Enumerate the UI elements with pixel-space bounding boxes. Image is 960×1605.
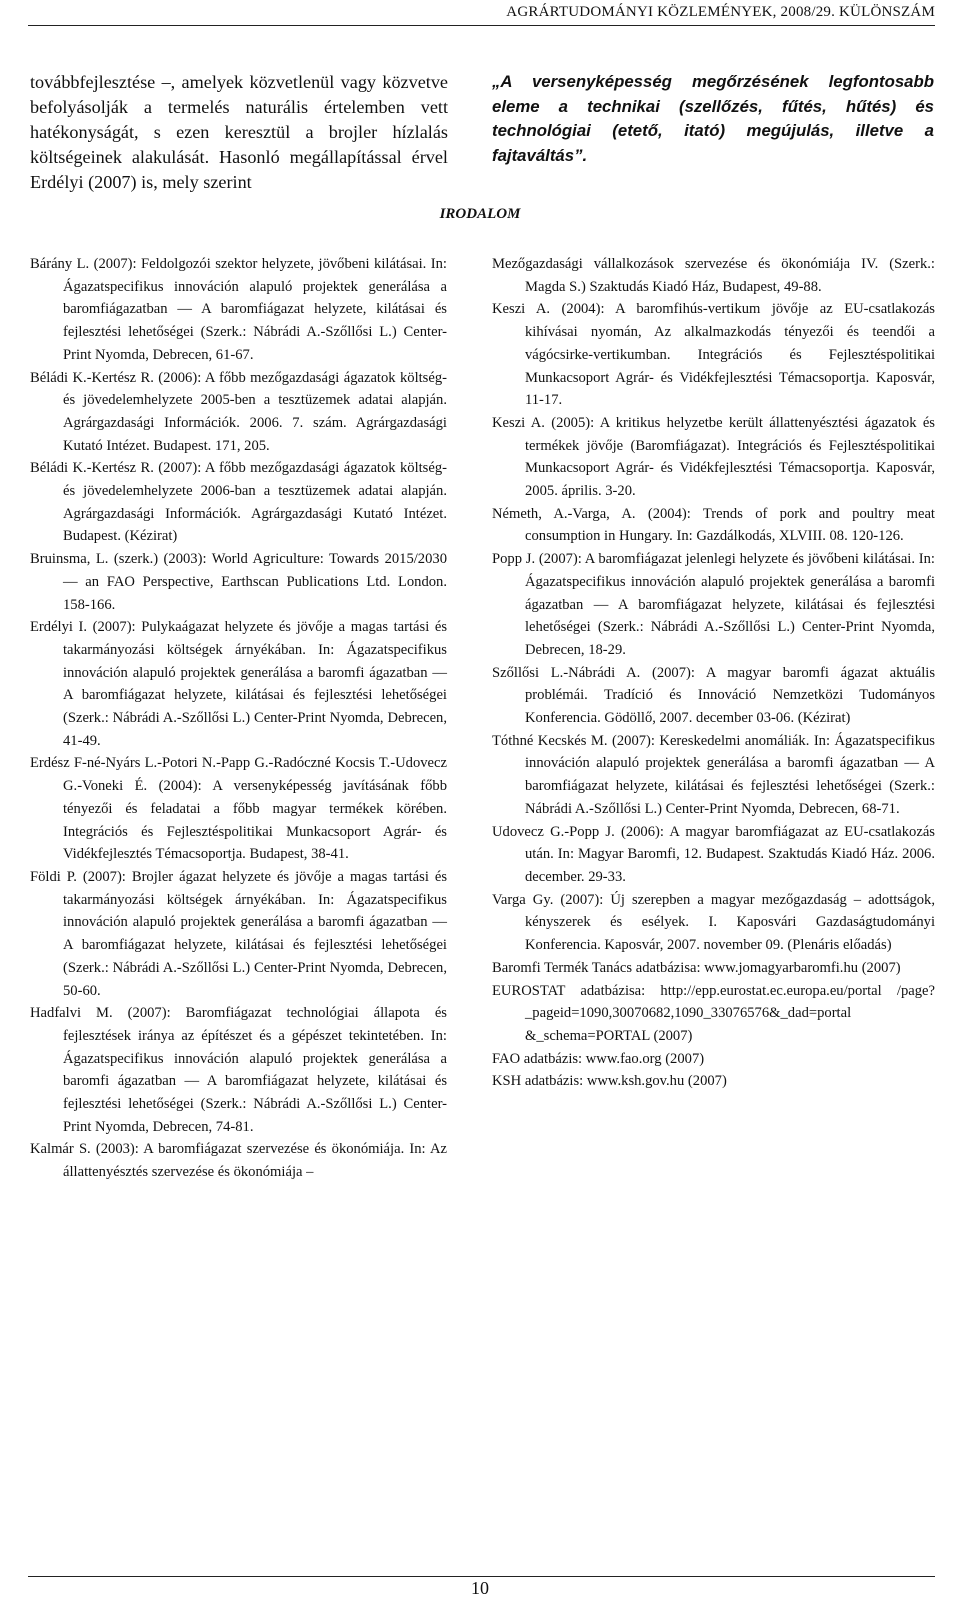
intro-paragraph: továbbfejlesztése –, amelyek közvetlenül vagy közvetve befolyásolják a termelés naturális értelemben vett hatékonyságát, s ezen keresztül a brojler hízlalás költségeinek alakulását. Hasonló megállapítással érvel Erdélyi (2007) is, mely szerint bbox=[30, 72, 448, 192]
journal-header: AGRÁRTUDOMÁNYI KÖZLEMÉNYEK, 2008/29. KÜLÖNSZÁM bbox=[506, 4, 935, 20]
reference-entry: Baromfi Termék Tanács adatbázisa: www.jomagyarbaromfi.hu (2007) bbox=[492, 959, 901, 976]
reference-entry: Hadfalvi M. (2007): Baromfiágazat technológiai állapota és fejlesztések iránya az építészet és a gépészet tekintetében. In: Ágazatspecifikus innováción alapuló projektek generálása a baromfi ágazatban ― A baromfiágazat helyzete, kilátásai és fejlesztési lehetőségei (Szerk.: Nábrádi A.-Szőllősi L.) Center-Print Nyomda, Debrecen, 74-81. bbox=[30, 1005, 447, 1135]
reference-entry: KSH adatbázis: www.ksh.gov.hu (2007) bbox=[492, 1073, 727, 1090]
reference-entry: Erdész F-né-Nyárs L.-Potori N.-Papp G.-Radóczné Kocsis T.-Udovecz G.-Voneki É. (2004): A versenyképesség javításának főbb tényezői és feladatai a főbb magyar termékek körében. Integrációs és Fejlesztéspolitikai Munkacsoport Agrár- és Vidékfejlesztés Témacsoportja. Budapest, 38-41. bbox=[30, 755, 447, 863]
reference-entry: Bruinsma, L. (szerk.) (2003): World Agriculture: Towards 2015/2030 ― an FAO Perspective, Earthscan Publications Ltd. London. 158-166. bbox=[30, 551, 447, 613]
reference-entry: Varga Gy. (2007): Új szerepben a magyar mezőgazdaság – adottságok, kényszerek és esélyek. I. Kaposvári Gazdaságtudományi Konferencia. Kaposvár, 2007. november 09. (Plenáris előadás) bbox=[492, 891, 935, 954]
reference-entry: Keszi A. (2004): A baromfihús-vertikum jövője az EU-csatlakozás kihívásai nyomán, Az alkalmazkodás tényezői és teendői a vágócsirke-vertikumban. Integrációs és Fejlesztéspolitikai Munkacsoport Agrár- és Vidékfejlesztési Témacsoportja. Kaposvár, 11-17. bbox=[492, 301, 935, 409]
references-heading: IRODALOM bbox=[439, 206, 521, 222]
running-header bbox=[0, 0, 960, 26]
reference-entry: Mezőgazdasági vállalkozások szervezése és ökonómiája IV. (Szerk.: Magda S.) Szaktudás Kiadó Ház, Budapest, 49-88. bbox=[492, 256, 935, 295]
reference-entry: Keszi A. (2005): A kritikus helyzetbe került állattenyésztési ágazatok és termékek jövője (Baromfiágazat). Integrációs és Fejlesztéspolitikai Munkacsoport Agrár- és Vidékfejlesztési Témacsoportja. Kaposvár, 2005. április. 3-20. bbox=[492, 414, 935, 500]
footer-rule bbox=[28, 1576, 935, 1577]
reference-entry: Popp J. (2007): A baromfiágazat jelenlegi helyzete és jövőbeni kilátásai. In: Ágazatspecifikus innováción alapuló projektek generálása a baromfi ágazatban ― A baromfiágazat helyzete, kilátásai és fejlesztési lehetőségei (Szerk.: Nábrádi A.-Szőllősi L.) Center-Print Nyomda, Debrecen, 18-29. bbox=[492, 551, 935, 658]
reference-entry: Erdélyi I. (2007): Pulykaágazat helyzete és jövője a magas tartási és takarmányozási költségek árnyékában. In: Ágazatspecifikus innováción alapuló projektek generálása a baromfi ágazatban ― A baromfiágazat helyzete, kilátásai és fejlesztési lehetőségei (Szerk.: Nábrádi A.-Szőllősi L.) Center-Print Nyomda, Debrecen, 41-49. bbox=[30, 619, 447, 749]
reference-entry: Udovecz G.-Popp J. (2006): A magyar baromfiágazat az EU-csatlakozás után. In: Magyar Baromfi, 12. Budapest. Szaktudás Kiadó Ház. 2006. december. 29-33. bbox=[492, 823, 935, 885]
reference-entry: FAO adatbázis: www.fao.org (2007) bbox=[492, 1050, 705, 1067]
reference-entry: Tóthné Kecskés M. (2007): Kereskedelmi anomáliák. In: Ágazatspecifikus innováción alapuló projektek generálása a baromfi ágazatban ― A baromfiágazat helyzete, kilátásai és fejlesztési lehetőségei (Szerk.: Nábrádi A.-Szőllősi L.) Center-Print Nyomda, Debrecen, 68-71. bbox=[492, 732, 935, 817]
reference-entry: Szőllősi L.-Nábrádi A. (2007): A magyar baromfi ágazat aktuális problémái. Tradíció és Innováció Nemzetközi Tudományos Konferencia. Gödöllő, 2007. december 03-06. (Kézirat) bbox=[492, 664, 935, 727]
header-rule bbox=[28, 25, 935, 26]
reference-entry: Bárány L. (2007): Feldolgozói szektor helyzete, jövőbeni kilátásai. In: Ágazatspecifikus innováción alapuló projektek generálása a baromfiágazatban ― A baromfiágazat helyzete, kilátásai és fejlesztési lehetőségei (Szerk.: Nábrádi A.-Szőllősi L.) Center-Print Nyomda, Debrecen, 61-67. bbox=[30, 256, 447, 363]
reference-entry: Németh, A.-Varga, A. (2004): Trends of pork and poultry meat consumption in Hungary. In: Gazdálkodás, XLVIII. 08. 120-126. bbox=[492, 505, 935, 545]
reference-entry: Béládi K.-Kertész R. (2007): A főbb mezőgazdasági ágazatok költség- és jövedelemhelyzete 2006-ban a tesztüzemek adatai alapján. Agrárgazdasági Információk. Agrárgazdasági Kutató Intézet. Budapest. (Kézirat) bbox=[30, 460, 447, 545]
page-number: 10 bbox=[471, 1578, 489, 1598]
references-left-column bbox=[30, 253, 447, 1184]
reference-entry: Földi P. (2007): Brojler ágazat helyzete és jövője a magas tartási és takarmányozási költségek árnyékában. In: Ágazatspecifikus innováción alapuló projektek generálása a baromfi ágazatban ― A baromfiágazat helyzete, kilátásai és fejlesztési lehetőségei (Szerk.: Nábrádi A.-Szőllősi L.) Center-Print Nyomda, Debrecen, 50-60. bbox=[30, 868, 447, 999]
reference-entry: Kalmár S. (2003): A baromfiágazat szervezése és ökonómiája. In: Az állattenyésztés szervezése és ökonómiája – bbox=[30, 1141, 447, 1181]
reference-entry: EUROSTAT adatbázisa: http://epp.eurostat.ec.europa.eu/portal /page?_pageid=1090,30070682,1090_33076576&_dad=portal &_schema=PORTAL (2007) bbox=[492, 982, 935, 1044]
reference-entry: Béládi K.-Kertész R. (2006): A főbb mezőgazdasági ágazatok költség- és jövedelemhelyzete 2005-ben a tesztüzemek adatai alapján. Agrárgazdasági Információk. 2006. 7. szám. Agrárgazdasági Kutató Intézet. Budapest. 171, 205. bbox=[30, 369, 447, 454]
references-right-column bbox=[492, 253, 935, 1093]
intro-quote: „A versenyképesség megőrzésének legfontosabb eleme a technikai (szellőzés, fűtés, hűtés) és technológiai (etető, itató) megújulás, illetve a fajtaváltás”. bbox=[492, 72, 934, 165]
